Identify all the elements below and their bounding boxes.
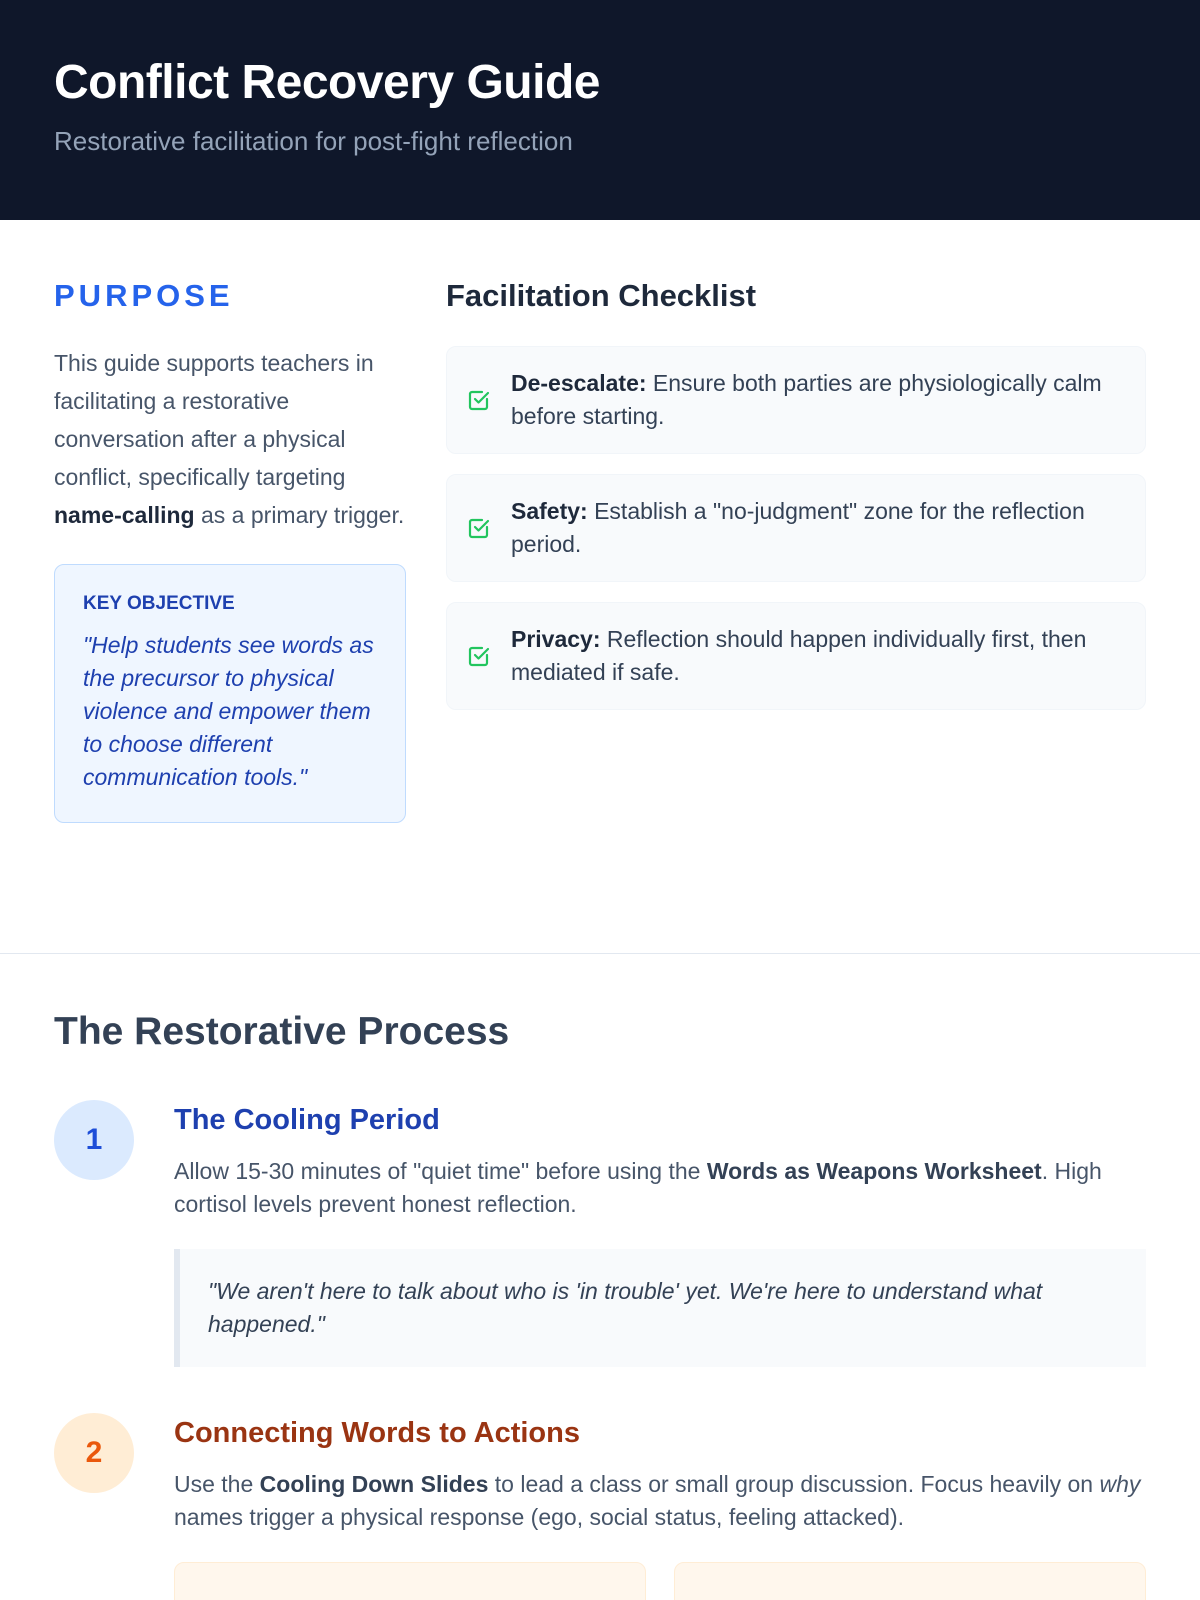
checklist-item-label: De-escalate:: [511, 370, 647, 396]
step-desc-italic: why: [1099, 1471, 1141, 1497]
step-number-badge: 1: [54, 1100, 134, 1180]
step-desc-start: Allow 15-30 minutes of "quiet time" before using the: [174, 1158, 707, 1184]
step-card: [674, 1562, 1146, 1600]
overview-section: [0, 220, 1200, 954]
checklist-item-text: [511, 623, 1121, 689]
purpose-text-start: This guide supports teachers in facilitating a restorative conversation after a physical conflict, specifically targeting: [54, 350, 374, 490]
step-desc-start: Use the: [174, 1471, 260, 1497]
key-objective-quote: "Help students see words as the precursor to physical violence and empower them to choose different communication tools.": [83, 632, 374, 790]
checklist-heading: Facilitation Checklist: [446, 278, 757, 313]
page-title: Conflict Recovery Guide: [54, 56, 600, 109]
purpose-text-emphasis: name-calling: [54, 502, 195, 528]
checklist-item-de-escalate: [446, 346, 1146, 454]
checklist: [446, 346, 1146, 710]
purpose-text: [54, 344, 406, 534]
page-subtitle: Restorative facilitation for post-fight reflection: [54, 125, 573, 156]
facilitator-quote: "We aren't here to talk about who is 'in trouble' yet. We're here to understand what happened.": [174, 1249, 1146, 1367]
step-desc-emphasis: Words as Weapons Worksheet: [706, 1158, 1042, 1184]
purpose-column: [54, 276, 406, 899]
step-desc-emphasis: Cooling Down Slides: [259, 1471, 489, 1497]
step-desc-end: . High cortisol levels prevent honest reflection.: [174, 1158, 1102, 1217]
checklist-item-description: Ensure both parties are physiologically calm before starting.: [511, 370, 1102, 429]
process-step-2: [54, 1413, 1146, 1600]
purpose-text-end: as a primary trigger.: [194, 502, 405, 528]
process-step-1: [54, 1100, 1146, 1367]
key-objective-box: [54, 564, 406, 823]
checklist-item-label: Privacy:: [511, 626, 601, 652]
page-header: [0, 0, 1200, 220]
process-title: The Restorative Process: [54, 1010, 510, 1053]
step-cards: [174, 1562, 1146, 1600]
step-description: [174, 1155, 1146, 1221]
step-card: [174, 1562, 646, 1600]
purpose-heading: PURPOSE: [54, 278, 234, 313]
restorative-process-section: [0, 954, 1200, 1600]
check-square-icon: [467, 644, 491, 668]
step-title: Connecting Words to Actions: [174, 1417, 580, 1449]
checklist-item-text: [511, 495, 1121, 561]
step-description: [174, 1468, 1146, 1534]
key-objective-label: KEY OBJECTIVE: [83, 593, 235, 614]
step-body: [174, 1413, 1146, 1600]
check-square-icon: [467, 388, 491, 412]
checklist-column: [446, 276, 1146, 899]
checklist-item-privacy: [446, 602, 1146, 710]
checklist-item-label: Safety:: [511, 498, 588, 524]
step-desc-middle: to lead a class or small group discussion. Focus heavily on: [488, 1471, 1100, 1497]
step-number-badge: 2: [54, 1413, 134, 1493]
checklist-item-text: [511, 367, 1121, 433]
step-desc-end: names trigger a physical response (ego, social status, feeling attacked).: [174, 1504, 904, 1530]
checklist-item-safety: [446, 474, 1146, 582]
checklist-item-description: Reflection should happen individually first, then mediated if safe.: [511, 626, 1087, 685]
checklist-item-description: Establish a "no-judgment" zone for the reflection period.: [511, 498, 1085, 557]
step-title: The Cooling Period: [174, 1104, 440, 1136]
check-square-icon: [467, 516, 491, 540]
step-body: [174, 1100, 1146, 1367]
